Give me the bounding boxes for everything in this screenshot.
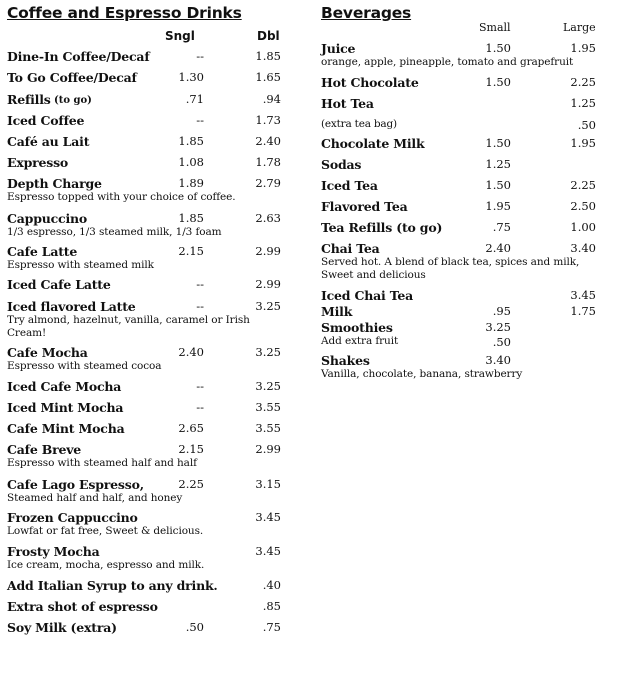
item-name: Café au Lait [7, 134, 90, 149]
column-header-large: Large [563, 21, 596, 34]
item-name: To Go Coffee/Decaf [7, 70, 137, 85]
price-large: 1.25 [570, 96, 596, 110]
price-small: -- [196, 299, 204, 313]
column-header-single: Sngl [165, 29, 195, 43]
price-large: .50 [577, 118, 596, 132]
item-name: Soy Milk (extra) [7, 620, 117, 635]
menu-item [7, 599, 297, 619]
price-small: 3.25 [485, 320, 511, 334]
price-large: 1.65 [255, 70, 281, 84]
price-large: 3.45 [255, 544, 281, 558]
price-large: 1.75 [570, 304, 596, 318]
menu-item [321, 41, 611, 68]
item-name: Flavored Tea [321, 199, 408, 214]
price-large: 1.85 [255, 49, 281, 63]
price-small: 1.85 [178, 211, 204, 225]
price-large: 2.40 [255, 134, 281, 148]
price-large: 2.99 [255, 244, 281, 258]
menu-item [7, 92, 297, 112]
price-small: .50 [185, 620, 204, 634]
price-small: 2.15 [178, 442, 204, 456]
item-description: Vanilla, chocolate, banana, strawberry [321, 368, 523, 380]
menu-item [7, 510, 297, 537]
item-name: Sodas [321, 157, 362, 172]
menu-item [7, 277, 297, 297]
item-description: Espresso with steamed half and half [7, 457, 197, 469]
menu-item [7, 620, 297, 640]
price-small: 1.30 [178, 70, 204, 84]
item-name: Add Italian Syrup to any drink. [7, 578, 218, 593]
menu-item [7, 477, 297, 504]
price-large: 2.63 [255, 211, 281, 225]
price-small: 1.25 [485, 157, 511, 171]
price-large: 1.73 [255, 113, 281, 127]
price-large: 3.15 [255, 477, 281, 491]
price-small: 1.95 [485, 199, 511, 213]
section-title: Coffee and Espresso Drinks [7, 4, 242, 22]
price-small: 1.89 [178, 176, 204, 190]
item-description: Ice cream, mocha, espresso and milk. [7, 559, 205, 571]
item-name: Depth Charge [7, 176, 102, 191]
item-description: Lowfat or fat free, Sweet & delicious. [7, 525, 204, 537]
item-description: Add extra fruit [321, 335, 399, 347]
price-large: 2.50 [570, 199, 596, 213]
item-description: Espresso with steamed milk [7, 259, 154, 271]
item-name: (extra tea bag) [321, 118, 397, 130]
item-description: Served hot. A blend of black tea, spices and milk, Sweet and delicious [321, 256, 580, 281]
price-large: 3.55 [255, 400, 281, 414]
price-small: 1.85 [178, 134, 204, 148]
menu-item [321, 353, 611, 380]
item-name: Chocolate Milk [321, 136, 425, 151]
menu-item [321, 116, 611, 136]
price-small: 2.40 [485, 241, 511, 255]
item-name: Iced Mint Mocha [7, 400, 124, 415]
price-large: .85 [262, 599, 281, 613]
price-large: 3.45 [255, 510, 281, 524]
price-small: -- [196, 400, 204, 414]
price-large: 2.99 [255, 277, 281, 291]
menu-item [321, 199, 611, 219]
price-small: 1.50 [485, 41, 511, 55]
item-description: 1/3 espresso, 1/3 steamed milk, 1/3 foam [7, 226, 222, 238]
section-title: Beverages [321, 4, 412, 22]
column-header-double: Dbl [257, 29, 280, 43]
price-large: 2.79 [255, 176, 281, 190]
item-description: Try almond, hazelnut, vanilla, caramel or Irish Cream! [7, 314, 250, 339]
price-large: 1.78 [255, 155, 281, 169]
menu-item [7, 244, 297, 271]
menu-item [321, 136, 611, 156]
item-description: orange, apple, pineapple, tomato and grapefruit [321, 56, 574, 68]
item-name: Cappuccino [7, 211, 88, 226]
menu-item [321, 75, 611, 95]
item-name: Cafe Mocha [7, 345, 88, 360]
item-name: Cafe Breve [7, 442, 82, 457]
menu-item [7, 421, 297, 441]
price-large: 3.40 [570, 241, 596, 255]
menu-item [7, 544, 297, 571]
price-large: 3.55 [255, 421, 281, 435]
price-large: 1.95 [570, 41, 596, 55]
price-large: 1.95 [570, 136, 596, 150]
price-small: 2.40 [178, 345, 204, 359]
price-large: .75 [262, 620, 281, 634]
price-small: -- [196, 49, 204, 63]
menu-item [7, 155, 297, 175]
menu-item [7, 442, 297, 469]
price-small: .71 [185, 92, 204, 106]
menu-item [7, 400, 297, 420]
item-name: Chai Tea [321, 241, 380, 256]
menu-item [321, 320, 611, 349]
item-name: Shakes [321, 353, 370, 368]
price-large: .40 [262, 578, 281, 592]
menu-item [7, 299, 297, 339]
price-small: 1.50 [485, 178, 511, 192]
price-large: 3.25 [255, 379, 281, 393]
item-name: Iced Cafe Mocha [7, 379, 122, 394]
price-small: 1.08 [178, 155, 204, 169]
price-small: 3.40 [485, 353, 511, 367]
item-name: Iced Cafe Latte [7, 277, 111, 292]
price-small: 2.65 [178, 421, 204, 435]
item-name: Hot Tea [321, 96, 374, 111]
item-name: Expresso [7, 155, 69, 170]
item-name: Dine-In Coffee/Decaf [7, 49, 150, 64]
item-description: Espresso topped with your choice of coffee. [7, 191, 236, 203]
price-small: 2.15 [178, 244, 204, 258]
menu-item [321, 96, 611, 116]
price-small: 1.50 [485, 75, 511, 89]
menu-item [7, 176, 297, 203]
item-name: Milk [321, 304, 353, 319]
item-name: Smoothies [321, 320, 393, 335]
price-small: -- [196, 277, 204, 291]
menu-item [321, 178, 611, 198]
price-large: 3.25 [255, 299, 281, 313]
item-name: Frosty Mocha [7, 544, 100, 559]
price-large: 2.25 [570, 178, 596, 192]
item-name: Cafe Mint Mocha [7, 421, 125, 436]
menu-item [7, 70, 297, 90]
extra-price: .50 [492, 335, 511, 349]
price-large: 2.99 [255, 442, 281, 456]
menu-item [321, 241, 611, 281]
price-large: 3.45 [570, 288, 596, 302]
menu-item [7, 49, 297, 69]
price-large: 3.25 [255, 345, 281, 359]
menu-item [7, 345, 297, 372]
price-large: 2.25 [570, 75, 596, 89]
item-name: Refills [7, 92, 51, 107]
menu-item [321, 220, 611, 240]
item-name: Hot Chocolate [321, 75, 419, 90]
item-name: Extra shot of espresso [7, 599, 158, 614]
menu-item [7, 379, 297, 399]
item-name: Iced Coffee [7, 113, 85, 128]
menu-item [7, 113, 297, 133]
menu-item [7, 578, 297, 598]
item-name: Juice [321, 41, 356, 56]
item-name: Tea Refills (to go) [321, 220, 443, 235]
column-header-small: Small [479, 21, 511, 34]
item-name: Iced flavored Latte [7, 299, 136, 314]
menu-item [7, 211, 297, 238]
item-name-suffix: (to go) [54, 95, 92, 106]
price-small: 1.50 [485, 136, 511, 150]
item-description: Steamed half and half, and honey [7, 492, 183, 504]
item-name: Cafe Lago Espresso, [7, 477, 144, 492]
price-small: -- [196, 113, 204, 127]
price-large: 1.00 [570, 220, 596, 234]
item-name: Iced Chai Tea [321, 288, 414, 303]
menu-item [7, 134, 297, 154]
price-small: -- [196, 379, 204, 393]
price-large: .94 [262, 92, 281, 106]
item-name: Iced Tea [321, 178, 378, 193]
price-small: .95 [492, 304, 511, 318]
item-name: Frozen Cappuccino [7, 510, 138, 525]
price-small: .75 [492, 220, 511, 234]
item-description: Espresso with steamed cocoa [7, 360, 162, 372]
menu-item [321, 157, 611, 177]
item-name: Cafe Latte [7, 244, 78, 259]
price-small: 2.25 [178, 477, 204, 491]
